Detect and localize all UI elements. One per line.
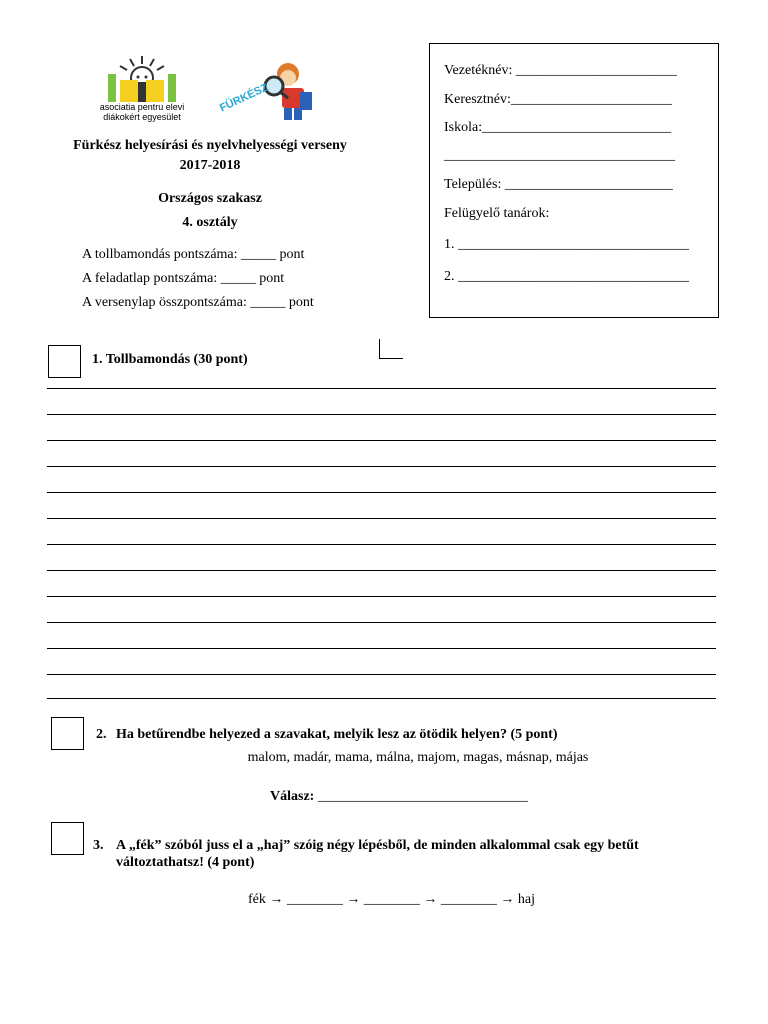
score-worksheet: A feladatlap pontszáma: _____ pont xyxy=(82,271,285,286)
writing-line[interactable] xyxy=(47,466,716,467)
corner-mark xyxy=(379,339,403,359)
task-2-score-box[interactable] xyxy=(51,717,84,750)
writing-line[interactable] xyxy=(47,648,716,649)
task-2-title: Ha betűrendbe helyezed a szavakat, melyik lesz az ötödik helyen? (5 pont) xyxy=(116,727,558,742)
task-1-title: 1. Tollbamondás (30 pont) xyxy=(92,352,248,367)
supervisor-2-field[interactable]: 2. _________________________________ xyxy=(444,269,689,284)
association-logo xyxy=(92,52,192,130)
task-2-answer[interactable] xyxy=(270,789,528,805)
school-field-continued[interactable]: _________________________________ xyxy=(444,148,675,163)
writing-line[interactable] xyxy=(47,596,716,597)
writing-line[interactable] xyxy=(47,674,716,675)
writing-line[interactable] xyxy=(47,518,716,519)
score-total: A versenylap összpontszáma: _____ pont xyxy=(82,295,314,310)
task-2-words: malom, madár, mama, málna, majom, magas, másnap, májas xyxy=(247,750,589,765)
logo-wordmark: FÜRKÉSZ xyxy=(217,81,271,115)
competition-grade: 4. osztály xyxy=(182,215,238,230)
task-2-number: 2. xyxy=(96,727,107,742)
task-1-score-box[interactable] xyxy=(48,345,81,378)
writing-line[interactable] xyxy=(47,570,716,571)
writing-line[interactable] xyxy=(47,414,716,415)
score-dictation: A tollbamondás pontszáma: _____ pont xyxy=(82,247,305,262)
writing-line[interactable] xyxy=(47,698,716,699)
furkesz-logo xyxy=(218,56,328,126)
competition-title: Fürkész helyesírási és nyelvhelyességi verseny xyxy=(73,138,347,153)
supervisor-1-field[interactable]: 1. _________________________________ xyxy=(444,237,689,252)
last-name-field[interactable]: Vezetéknév: _______________________ xyxy=(444,63,677,78)
task-3-score-box[interactable] xyxy=(51,822,84,855)
task-3-title-line-1: A „fék” szóból juss el a „haj” szóig négy lépésből, de minden alkalommal csak egy betűt xyxy=(116,838,639,853)
competition-stage: Országos szakasz xyxy=(158,191,262,206)
town-field[interactable]: Település: ________________________ xyxy=(444,177,673,192)
answer-blank[interactable]: ______________________________ xyxy=(314,789,528,804)
writing-line[interactable] xyxy=(47,492,716,493)
school-field[interactable]: Iskola:___________________________ xyxy=(444,120,672,135)
word-chain[interactable]: fék → ________ → ________ → ________ → haj xyxy=(248,892,535,907)
supervisors-label: Felügyelő tanárok: xyxy=(444,206,550,221)
writing-line[interactable] xyxy=(47,388,716,389)
logo-caption: asociatia pentru elevi diákokért egyesület xyxy=(99,102,185,122)
task-3-title-line-2: változtathatsz! (4 pont) xyxy=(116,855,255,870)
writing-line[interactable] xyxy=(47,440,716,441)
answer-label: Válasz: xyxy=(270,789,315,804)
first-name-field[interactable]: Keresztnév:_______________________ xyxy=(444,92,672,107)
writing-line[interactable] xyxy=(47,622,716,623)
competition-year: 2017-2018 xyxy=(179,158,241,173)
writing-line[interactable] xyxy=(47,544,716,545)
task-3-number: 3. xyxy=(93,838,104,853)
